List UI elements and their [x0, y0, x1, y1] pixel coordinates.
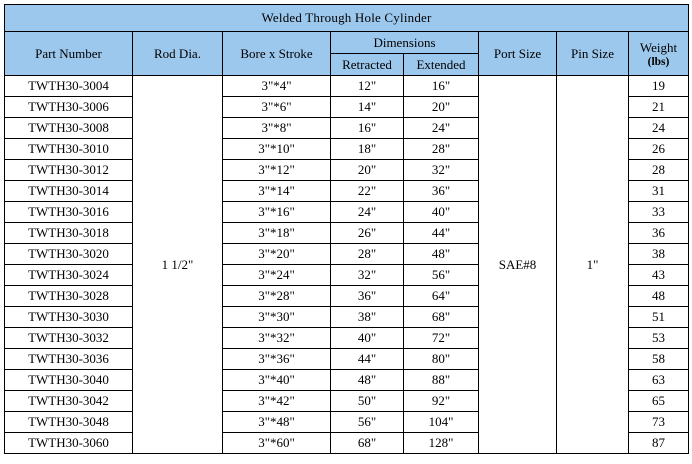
cell-retracted: 48"	[331, 370, 404, 391]
cell-retracted: 56"	[331, 412, 404, 433]
cell-weight: 26	[629, 139, 689, 160]
cell-extended: 36"	[404, 181, 479, 202]
cell-extended: 28"	[404, 139, 479, 160]
cell-weight: 33	[629, 202, 689, 223]
header-rod-dia: Rod Dia.	[133, 32, 223, 76]
cell-retracted: 50"	[331, 391, 404, 412]
cell-part-number: TWTH30-3028	[5, 286, 133, 307]
title-row	[5, 5, 689, 32]
header-port-size: Port Size	[479, 32, 557, 76]
cell-bore-x-stroke: 3"*8"	[223, 118, 331, 139]
cell-weight: 65	[629, 391, 689, 412]
header-pin-size: Pin Size	[557, 32, 629, 76]
cell-bore-x-stroke: 3"*60"	[223, 433, 331, 454]
table-header	[5, 5, 689, 76]
cell-part-number: TWTH30-3042	[5, 391, 133, 412]
header-weight	[629, 32, 689, 76]
cell-retracted: 28"	[331, 244, 404, 265]
cell-weight: 87	[629, 433, 689, 454]
cell-part-number: TWTH30-3020	[5, 244, 133, 265]
cell-extended: 44"	[404, 223, 479, 244]
cell-pin-size: 1"	[557, 76, 629, 454]
cell-retracted: 24"	[331, 202, 404, 223]
cell-part-number: TWTH30-3018	[5, 223, 133, 244]
cell-weight: 73	[629, 412, 689, 433]
cell-extended: 32"	[404, 160, 479, 181]
cell-part-number: TWTH30-3014	[5, 181, 133, 202]
cell-part-number: TWTH30-3008	[5, 118, 133, 139]
cell-weight: 43	[629, 265, 689, 286]
cell-weight: 53	[629, 328, 689, 349]
cell-weight: 28	[629, 160, 689, 181]
cell-port-size: SAE#8	[479, 76, 557, 454]
cell-extended: 64"	[404, 286, 479, 307]
cell-part-number: TWTH30-3032	[5, 328, 133, 349]
cell-extended: 48"	[404, 244, 479, 265]
cell-weight: 58	[629, 349, 689, 370]
header-weight-label: Weight	[639, 39, 678, 55]
cell-retracted: 68"	[331, 433, 404, 454]
cell-bore-x-stroke: 3"*6"	[223, 97, 331, 118]
cell-part-number: TWTH30-3040	[5, 370, 133, 391]
cell-bore-x-stroke: 3"*32"	[223, 328, 331, 349]
cell-part-number: TWTH30-3036	[5, 349, 133, 370]
table-row	[5, 76, 689, 97]
cell-bore-x-stroke: 3"*20"	[223, 244, 331, 265]
cell-extended: 16"	[404, 76, 479, 97]
header-part-number: Part Number	[5, 32, 133, 76]
cell-part-number: TWTH30-3016	[5, 202, 133, 223]
cell-retracted: 20"	[331, 160, 404, 181]
cell-weight: 21	[629, 97, 689, 118]
cell-part-number: TWTH30-3012	[5, 160, 133, 181]
header-retracted: Retracted	[331, 54, 404, 76]
cell-bore-x-stroke: 3"*4"	[223, 76, 331, 97]
cell-weight: 31	[629, 181, 689, 202]
cell-bore-x-stroke: 3"*36"	[223, 349, 331, 370]
cell-retracted: 14"	[331, 97, 404, 118]
cell-retracted: 22"	[331, 181, 404, 202]
cell-weight: 48	[629, 286, 689, 307]
cell-extended: 40"	[404, 202, 479, 223]
cell-weight: 19	[629, 76, 689, 97]
cell-retracted: 40"	[331, 328, 404, 349]
cell-retracted: 18"	[331, 139, 404, 160]
cell-part-number: TWTH30-3006	[5, 97, 133, 118]
cell-weight: 24	[629, 118, 689, 139]
cell-extended: 20"	[404, 97, 479, 118]
cell-bore-x-stroke: 3"*12"	[223, 160, 331, 181]
cell-retracted: 16"	[331, 118, 404, 139]
cell-bore-x-stroke: 3"*18"	[223, 223, 331, 244]
cell-rod-dia: 1 1/2"	[133, 76, 223, 454]
cell-bore-x-stroke: 3"*42"	[223, 391, 331, 412]
cell-retracted: 44"	[331, 349, 404, 370]
cell-bore-x-stroke: 3"*10"	[223, 139, 331, 160]
cell-extended: 92"	[404, 391, 479, 412]
header-dimensions: Dimensions	[331, 32, 479, 54]
cell-retracted: 38"	[331, 307, 404, 328]
cell-bore-x-stroke: 3"*40"	[223, 370, 331, 391]
cell-part-number: TWTH30-3048	[5, 412, 133, 433]
cell-retracted: 26"	[331, 223, 404, 244]
cell-part-number: TWTH30-3030	[5, 307, 133, 328]
header-row-1	[5, 32, 689, 54]
cylinder-spec-table	[4, 4, 689, 454]
cell-extended: 80"	[404, 349, 479, 370]
table-title: Welded Through Hole Cylinder	[5, 5, 689, 32]
cell-extended: 128"	[404, 433, 479, 454]
cell-part-number: TWTH30-3004	[5, 76, 133, 97]
cell-extended: 72"	[404, 328, 479, 349]
cell-bore-x-stroke: 3"*28"	[223, 286, 331, 307]
cell-bore-x-stroke: 3"*48"	[223, 412, 331, 433]
header-weight-units: (lbs)	[647, 55, 670, 68]
cell-extended: 24"	[404, 118, 479, 139]
cell-extended: 56"	[404, 265, 479, 286]
cell-extended: 88"	[404, 370, 479, 391]
cell-weight: 51	[629, 307, 689, 328]
header-bore-x-stroke: Bore x Stroke	[223, 32, 331, 76]
cell-weight: 36	[629, 223, 689, 244]
table-body	[5, 76, 689, 454]
cell-retracted: 32"	[331, 265, 404, 286]
cell-retracted: 36"	[331, 286, 404, 307]
cell-part-number: TWTH30-3024	[5, 265, 133, 286]
cell-bore-x-stroke: 3"*16"	[223, 202, 331, 223]
cell-retracted: 12"	[331, 76, 404, 97]
cell-weight: 63	[629, 370, 689, 391]
cell-bore-x-stroke: 3"*30"	[223, 307, 331, 328]
header-extended: Extended	[404, 54, 479, 76]
cell-bore-x-stroke: 3"*14"	[223, 181, 331, 202]
cell-extended: 104"	[404, 412, 479, 433]
cell-bore-x-stroke: 3"*24"	[223, 265, 331, 286]
cell-weight: 38	[629, 244, 689, 265]
cell-part-number: TWTH30-3060	[5, 433, 133, 454]
cell-extended: 68"	[404, 307, 479, 328]
cell-part-number: TWTH30-3010	[5, 139, 133, 160]
